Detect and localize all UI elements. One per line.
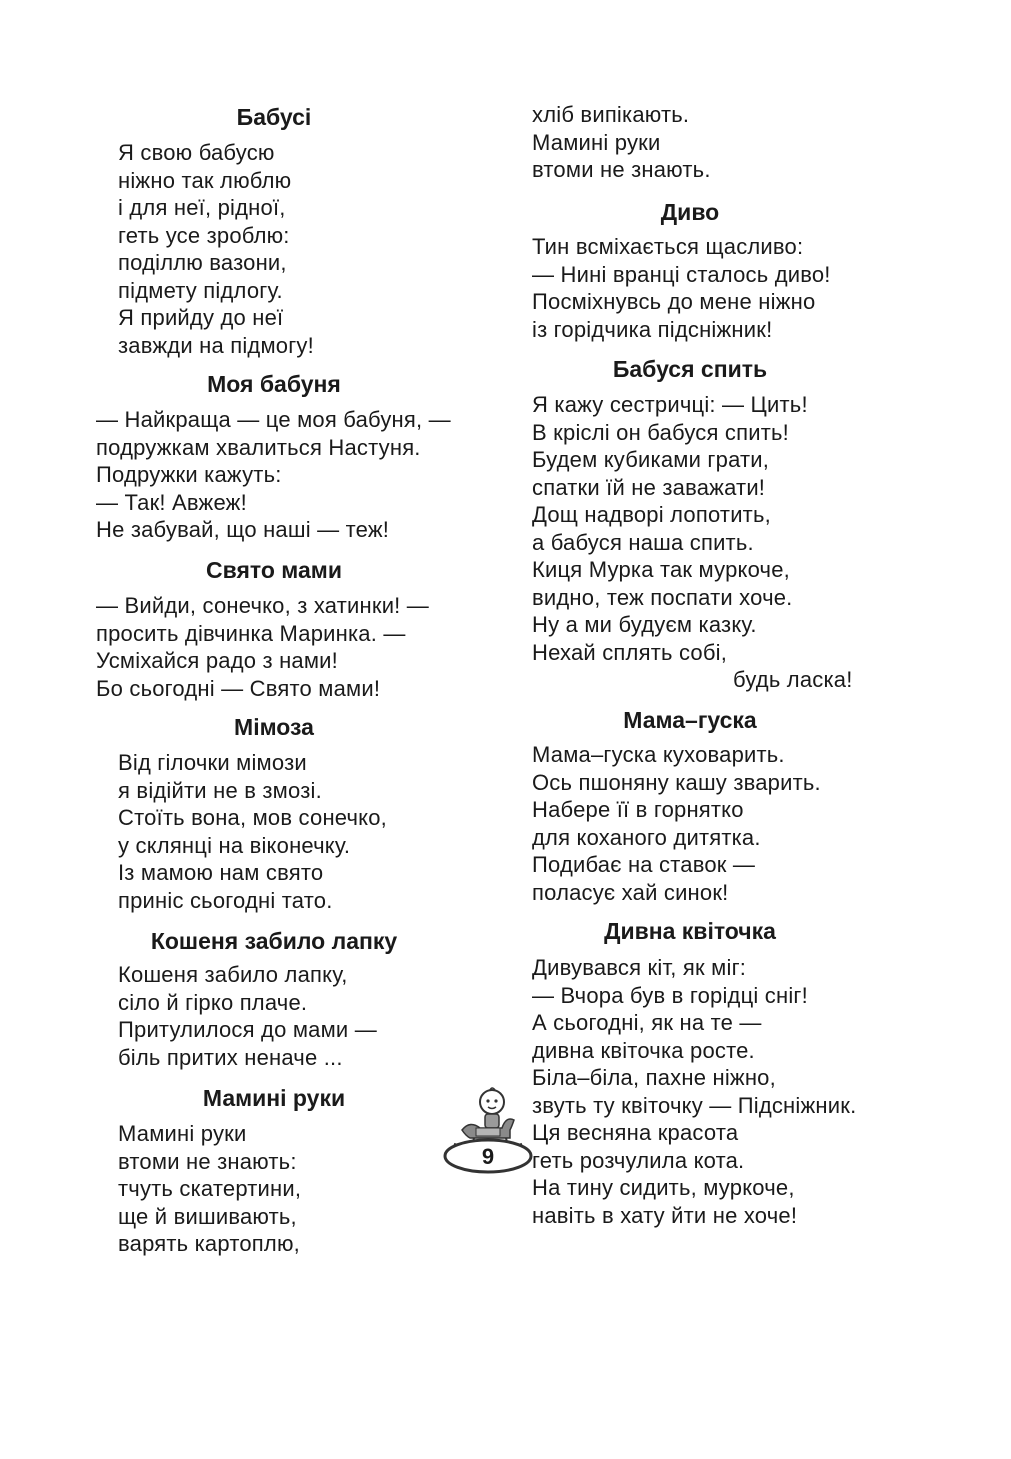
- poem-title: Мама–гуска: [623, 707, 757, 733]
- poem-line: і для неї, рідної,: [118, 195, 286, 220]
- poem-title: Бабусі: [236, 104, 312, 130]
- poem-line: хліб випікають.: [532, 102, 690, 127]
- poem-title: Диво: [660, 199, 720, 225]
- poem-line: — Найкраща — це моя бабуня, —: [96, 407, 451, 432]
- poem-line: варять картоплю,: [118, 1231, 300, 1256]
- poem-line: Я свою бабусю: [118, 140, 275, 165]
- poem-line: Я прийду до неї: [118, 305, 284, 330]
- poem-line: поділлю вазони,: [118, 250, 287, 275]
- poem-line: просить дівчинка Маринка. —: [96, 620, 406, 646]
- poem-line: із горідчика підсніжник!: [532, 316, 773, 342]
- poem-line: Притулилося до мами —: [118, 1017, 377, 1042]
- poem-line: Подибає на ставок —: [532, 852, 756, 877]
- poem-line: — Нині вранці сталось диво!: [532, 261, 831, 287]
- poem-line: Із мамою нам свято: [118, 860, 324, 885]
- poem-line: будь ласка!: [733, 667, 853, 692]
- rocking-horse-child-icon: [440, 1080, 536, 1180]
- poem-line: видно, теж поспати хоче.: [532, 584, 793, 610]
- poem-line: втоми не знають:: [118, 1148, 297, 1174]
- poem-line: Я кажу сестричці: — Цить!: [532, 392, 808, 417]
- poem-line: Дощ надворі лопотить,: [532, 502, 771, 527]
- poem-line: Ну а ми будуєм казку.: [532, 612, 757, 637]
- poem-line: дивна квіточка росте.: [532, 1037, 755, 1063]
- poem-line: Біла–біла, пахне ніжно,: [532, 1065, 776, 1090]
- poem-line: ще й вишивають,: [118, 1203, 297, 1229]
- poem-line: звуть ту квіточку — Підсніжник.: [532, 1092, 857, 1118]
- poem-line: ніжно так люблю: [118, 167, 292, 193]
- poem-line: Набере її в горнятко: [532, 797, 744, 822]
- poem-line: Ця весняна красота: [532, 1120, 739, 1145]
- poem-line: навіть в хату йти не хоче!: [532, 1202, 798, 1228]
- poem-line: Усміхайся радо з нами!: [96, 648, 338, 673]
- poem-line: Нехай сплять собі,: [532, 639, 728, 665]
- poem-line: сіло й гірко плаче.: [118, 989, 308, 1015]
- poem-line: В кріслі он бабуся спить!: [532, 419, 789, 445]
- poem-line: Ось пшоняну кашу зварить.: [532, 769, 821, 795]
- poem-line: Бо сьогодні — Свято мами!: [96, 675, 381, 701]
- poem-line: підмету підлогу.: [118, 277, 283, 303]
- poem-line: спатки їй не заважати!: [532, 474, 766, 500]
- poem-line: Киця Мурка так муркоче,: [532, 557, 790, 582]
- poem-line: тчуть скатертини,: [118, 1176, 302, 1201]
- poem-line: — Вчора був в горідці сніг!: [532, 982, 808, 1008]
- poem-line: — Так! Авжеж!: [96, 489, 247, 515]
- poem-line: втоми не знають.: [532, 157, 711, 182]
- poem-title: Мамині руки: [202, 1085, 346, 1111]
- poem-line: — Вийди, сонечко, з хатинки! —: [96, 593, 430, 618]
- poem-line: а бабуся наша спить.: [532, 529, 754, 555]
- poem-line: завжди на підмогу!: [118, 332, 314, 358]
- poem-line: я відійти не в змозі.: [118, 777, 322, 803]
- poem-line: геть усе зроблю:: [118, 222, 290, 248]
- poem-title: Дивна квіточка: [604, 918, 776, 944]
- poem-line: поласує хай синок!: [532, 879, 729, 905]
- poem-line: На тину сидить, муркоче,: [532, 1175, 795, 1200]
- poem-line: Мамині руки: [532, 129, 661, 155]
- poem-line: біль притих неначе ...: [118, 1044, 343, 1070]
- poem-line: Мама–гуска куховарить.: [532, 742, 785, 767]
- poem-title: Мімоза: [234, 714, 314, 740]
- poem-line: Посміхнувсь до мене ніжно: [532, 289, 816, 314]
- poem-line: у склянці на віконечку.: [118, 832, 351, 858]
- poem-line: Будем кубиками грати,: [532, 447, 770, 472]
- poem-title: Кошеня забило лапку: [150, 928, 398, 954]
- poem-line: Мамині руки: [118, 1121, 247, 1146]
- poem-title: Бабуся спить: [612, 356, 768, 382]
- poem-line: Стоїть вона, мов сонечко,: [118, 805, 387, 830]
- poem-line: приніс сьогодні тато.: [118, 887, 333, 913]
- poem-title: Моя бабуня: [207, 371, 341, 397]
- poem-line: Не забувай, що наші — теж!: [96, 517, 390, 542]
- poem-line: Тин всміхається щасливо:: [532, 234, 804, 259]
- page-number: 9: [481, 1144, 495, 1169]
- poem-line: для коханого дитятка.: [532, 824, 761, 850]
- poem-line: Кошеня забило лапку,: [118, 962, 348, 987]
- poem-line: А сьогодні, як на те —: [532, 1010, 762, 1035]
- poem-line: Дивувався кіт, як міг:: [532, 955, 747, 980]
- poem-title: Свято мами: [206, 557, 342, 583]
- page-footer: [440, 1080, 536, 1180]
- poem-line: геть розчулила кота.: [532, 1147, 745, 1173]
- poem-line: Від гілочки мімози: [118, 750, 307, 775]
- poem-line: подружкам хвалиться Настуня.: [96, 434, 421, 460]
- poem-line: Подружки кажуть:: [96, 462, 282, 487]
